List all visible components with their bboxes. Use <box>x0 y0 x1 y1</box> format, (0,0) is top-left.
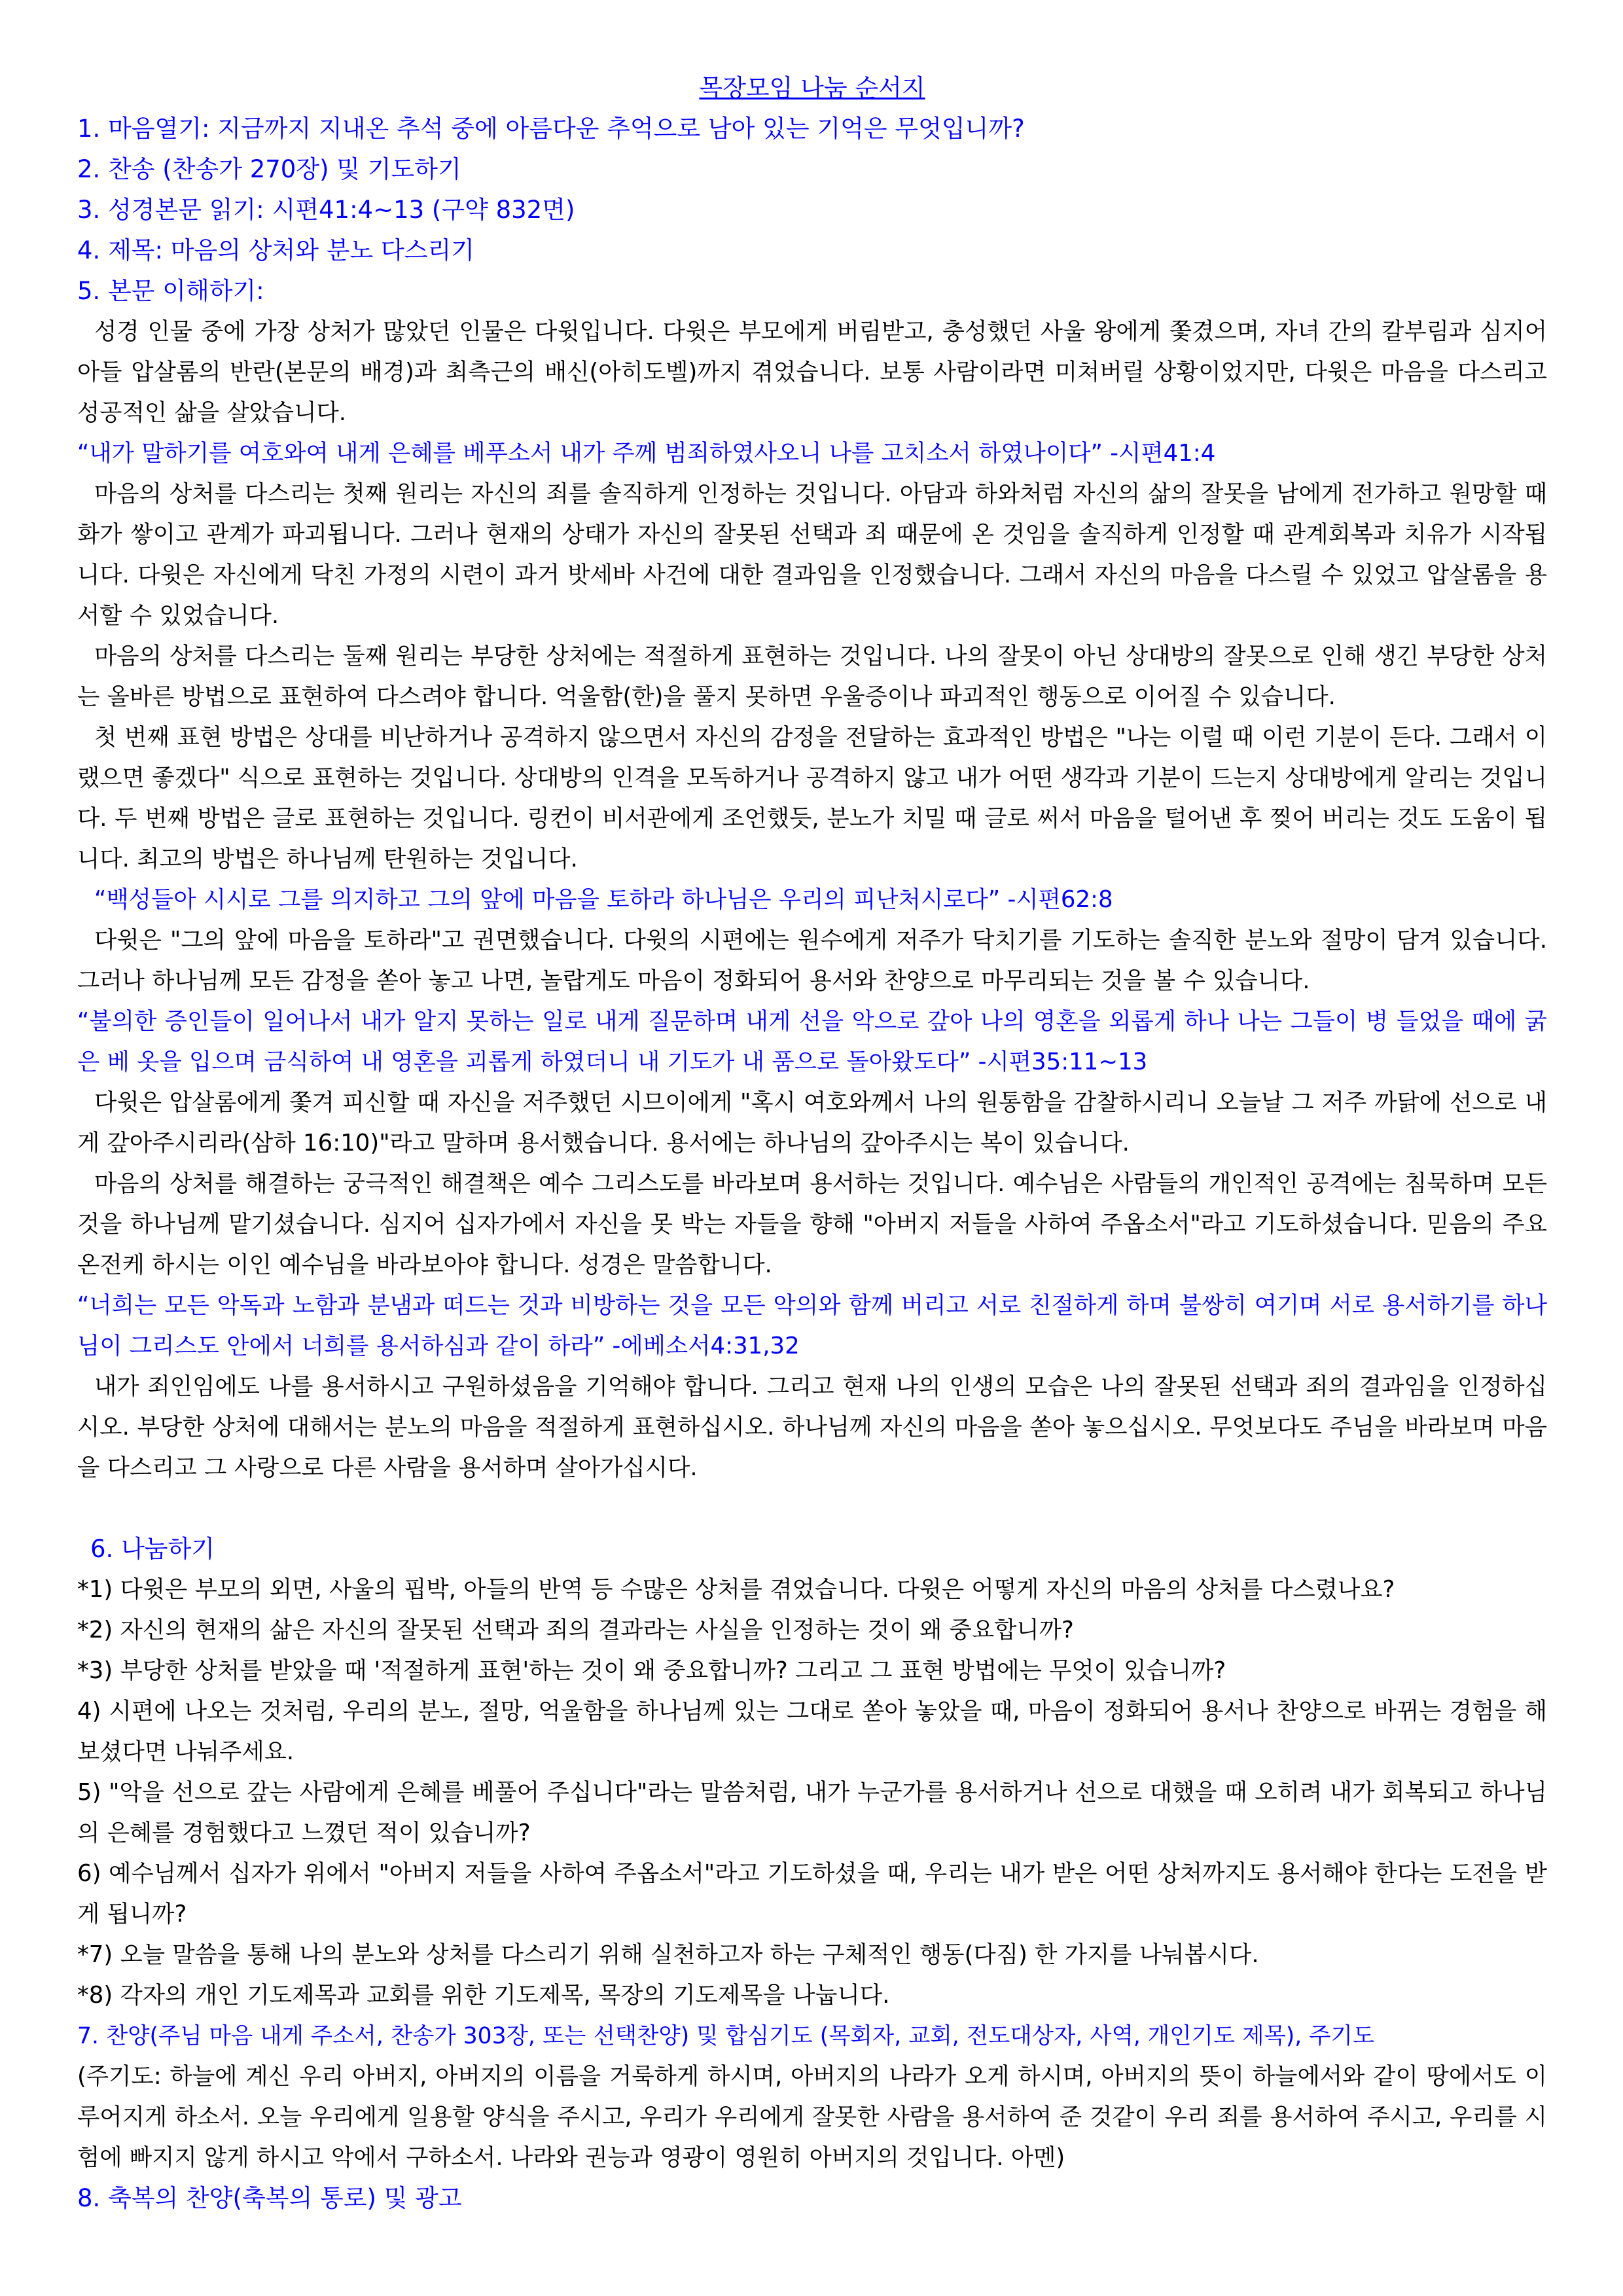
page-title: 목장모임 나눔 순서지 <box>699 74 925 102</box>
sharing-question-4: 4) 시편에 나오는 것처럼, 우리의 분노, 절망, 억울함을 하나님께 있는 그대로 쏟아 놓았을 때, 마음이 정화되어 용서나 찬양으로 바뀌는 경험을 해보셨다면 나눠주세요. <box>77 1698 1547 1765</box>
body-paragraph: 마음의 상처를 해결하는 궁극적인 해결책은 예수 그리스도를 바라보며 용서하는 것입니다. 예수님은 사람들의 개인적인 공격에는 침묵하며 모든 것을 하나님께 맡기셨습니다. 심지어 십자가에서 자신을 못 박는 자들을 향해 "아버지 저들을 사하여 주옵소서"라고 기도하셨습니다. 믿음의 주요 온전케 하시는 이인 예수님을 바라보아야 합니다. 성경은 말씀합니다. <box>77 1170 1547 1278</box>
section-heading-5: 5. 본문 이해하기: <box>77 277 264 305</box>
scripture-quote: “너희는 모든 악독과 노함과 분냄과 떠드는 것과 비방하는 것을 모든 악의와 함께 버리고 서로 친절하게 하며 불쌍히 여기며 서로 용서하기를 하나님이 그리스도 안에서 너희를 용서하심과 같이 하라” -에베소서4:31,32 <box>77 1292 1547 1359</box>
lords-prayer: (주기도: 하늘에 계신 우리 아버지, 아버지의 이름을 거룩하게 하시며, 아버지의 나라가 오게 하시며, 아버지의 뜻이 하늘에서와 같이 땅에서도 이루어지게 하소서. 오늘 우리에게 일용할 양식을 주시고, 우리가 우리에게 잘못한 사람을 용서하여 준 것같이 우리 죄를 용서하여 주시고, 우리를 시험에 빠지지 않게 하시고 악에서 구하소서. 나라와 권능과 영광이 영원히 아버지의 것입니다. 아멘) <box>77 2063 1547 2171</box>
section-heading-7: 7. 찬양(주님 마음 내게 주소서, 찬송가 303장, 또는 선택찬양) 및 합심기도 (목회자, 교회, 전도대상자, 사역, 개인기도 제목), 주기도 <box>77 2023 1375 2049</box>
section-heading-2: 2. 찬송 (찬송가 270장) 및 기도하기 <box>77 155 461 183</box>
scripture-quote: “백성들아 시시로 그를 의지하고 그의 앞에 마음을 토하라 하나님은 우리의 피난처시로다” -시편62:8 <box>94 886 1113 913</box>
scripture-quote: “불의한 증인들이 일어나서 내가 알지 못하는 일로 내게 질문하며 내게 선을 악으로 갚아 나의 영혼을 외롭게 하나 나는 그들이 병 들었을 때에 굵은 베 옷을 입으며 금식하여 내 영혼을 괴롭게 하였더니 내 기도가 내 품으로 돌아왔도다” -시편35:11~13 <box>77 1008 1547 1075</box>
section-heading-6: 6. 나눔하기 <box>90 1535 215 1563</box>
section-heading-4: 4. 제목: 마음의 상처와 분노 다스리기 <box>77 236 474 264</box>
sharing-question-5: 5) "악을 선으로 갚는 사람에게 은혜를 베풀어 주십니다"라는 말씀처럼, 내가 누군가를 용서하거나 선으로 대했을 때 오히려 내가 회복되고 하나님의 은혜를 경험했다고 느꼈던 적이 있습니까? <box>77 1779 1547 1846</box>
body-paragraph: 다윗은 압살롬에게 쫓겨 피신할 때 자신을 저주했던 시므이에게 "혹시 여호와께서 나의 원통함을 감찰하시리니 오늘날 그 저주 까닭에 선으로 내게 갚아주시리라(삼하 16:10)"라고 말하며 용서했습니다. 용서에는 하나님의 갚아주시는 복이 있습니다. <box>77 1089 1547 1157</box>
sharing-question-3: *3) 부당한 상처를 받았을 때 '적절하게 표현'하는 것이 왜 중요합니까? 그리고 그 표현 방법에는 무엇이 있습니까? <box>77 1657 1226 1684</box>
scripture-quote: “내가 말하기를 여호와여 내게 은혜를 베푸소서 내가 주께 범죄하였사오니 나를 고치소서 하였나이다” -시편41:4 <box>77 440 1216 467</box>
body-paragraph: 마음의 상처를 다스리는 첫째 원리는 자신의 죄를 솔직하게 인정하는 것입니다. 아담과 하와처럼 자신의 삶의 잘못을 남에게 전가하고 원망할 때 화가 쌓이고 관계가 파괴됩니다. 그러나 현재의 상태가 자신의 잘못된 선택과 죄 때문에 온 것임을 솔직하게 인정할 때 관계회복과 치유가 시작됩니다. 다윗은 자신에게 닥친 가정의 시련이 과거 밧세바 사건에 대한 결과임을 인정했습니다. 그래서 자신의 마음을 다스릴 수 있었고 압살롬을 용서할 수 있었습니다. <box>77 480 1547 629</box>
section-heading-8: 8. 축복의 찬양(축복의 통로) 및 광고 <box>77 2184 462 2212</box>
sharing-question-6: 6) 예수님께서 십자가 위에서 "아버지 저들을 사하여 주옵소서"라고 기도하셨을 때, 우리는 내가 받은 어떤 상처까지도 용서해야 한다는 도전을 받게 됩니까? <box>77 1860 1547 1928</box>
sharing-question-7: *7) 오늘 말씀을 통해 나의 분노와 상처를 다스리기 위해 실천하고자 하는 구체적인 행동(다짐) 한 가지를 나눠봅시다. <box>77 1941 1259 1968</box>
section-heading-1: 1. 마음열기: 지금까지 지내온 추석 중에 아름다운 추억으로 남아 있는 기억은 무엇입니까? <box>77 115 1025 143</box>
sharing-question-2: *2) 자신의 현재의 삶은 자신의 잘못된 선택과 죄의 결과라는 사실을 인정하는 것이 왜 중요합니까? <box>77 1617 1074 1643</box>
body-paragraph: 성경 인물 중에 가장 상처가 많았던 인물은 다윗입니다. 다윗은 부모에게 버림받고, 충성했던 사울 왕에게 쫓겼으며, 자녀 간의 칼부림과 심지어 아들 압살롬의 반란(본문의 배경)과 최측근의 배신(아히도벨)까지 겪었습니다. 보통 사람이라면 미쳐버릴 상황이었지만, 다윗은 마음을 다스리고 성공적인 삶을 살았습니다. <box>77 318 1547 426</box>
body-paragraph: 마음의 상처를 다스리는 둘째 원리는 부당한 상처에는 적절하게 표현하는 것입니다. 나의 잘못이 아닌 상대방의 잘못으로 인해 생긴 부당한 상처는 올바른 방법으로 표현하여 다스려야 합니다. 억울함(한)을 풀지 못하면 우울증이나 파괴적인 행동으로 이어질 수 있습니다. <box>77 643 1547 710</box>
body-paragraph: 내가 죄인임에도 나를 용서하시고 구원하셨음을 기억해야 합니다. 그리고 현재 나의 인생의 모습은 나의 잘못된 선택과 죄의 결과임을 인정하십시오. 부당한 상처에 대해서는 분노의 마음을 적절하게 표현하십시오. 하나님께 자신의 마음을 쏟아 놓으십시오. 무엇보다도 주님을 바라보며 마음을 다스리고 그 사랑으로 다른 사람을 용서하며 살아가십시다. <box>77 1373 1547 1481</box>
spacer <box>77 1488 1547 1529</box>
section-heading-3: 3. 성경본문 읽기: 시편41:4~13 (구약 832면) <box>77 196 575 224</box>
body-paragraph: 첫 번째 표현 방법은 상대를 비난하거나 공격하지 않으면서 자신의 감정을 전달하는 효과적인 방법은 "나는 이럴 때 이런 기분이 든다. 그래서 이랬으면 좋겠다" 식으로 표현하는 것입니다. 상대방의 인격을 모독하거나 공격하지 않고 내가 어떤 생각과 기분이 드는지 상대방에게 알리는 것입니다. 두 번째 방법은 글로 표현하는 것입니다. 링컨이 비서관에게 조언했듯, 분노가 치밀 때 글로 써서 마음을 털어낸 후 찢어 버리는 것도 도움이 됩니다. 최고의 방법은 하나님께 탄원하는 것입니다. <box>77 724 1547 872</box>
sharing-question-1: *1) 다윗은 부모의 외면, 사울의 핍박, 아들의 반역 등 수많은 상처를 겪었습니다. 다윗은 어떻게 자신의 마음의 상처를 다스렸나요? <box>77 1576 1395 1603</box>
sharing-question-8: *8) 각자의 개인 기도제목과 교회를 위한 기도제목, 목장의 기도제목을 나눕니다. <box>77 1982 890 2009</box>
body-paragraph: 다윗은 "그의 앞에 마음을 토하라"고 권면했습니다. 다윗의 시편에는 원수에게 저주가 닥치기를 기도하는 솔직한 분노와 절망이 담겨 있습니다. 그러나 하나님께 모든 감정을 쏟아 놓고 나면, 놀랍게도 마음이 정화되어 용서와 찬양으로 마무리되는 것을 볼 수 있습니다. <box>77 927 1547 994</box>
